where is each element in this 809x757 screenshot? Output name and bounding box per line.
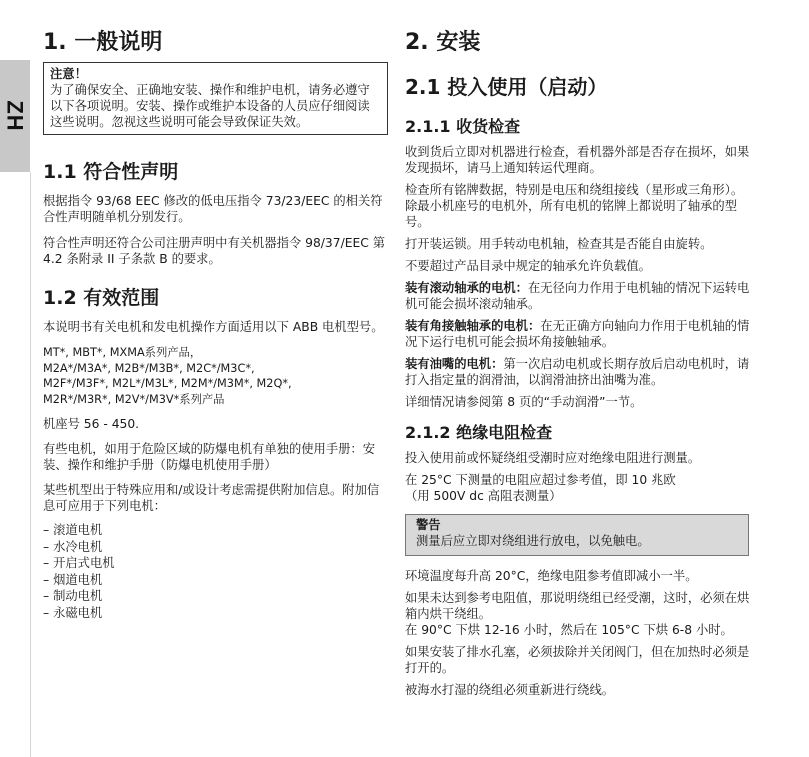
insulation-paragraph-4: 如果未达到参考电阻值，那说明绕组已经受潮，这时，必须在烘箱内烘干绕组。: [405, 591, 750, 621]
section-1-2-paragraph-3: 某些机型出于特殊应用和/或设计考虑需提供附加信息。附加信息可应用于下列电机：: [43, 483, 380, 513]
list-item: – 开启式电机: [43, 555, 388, 572]
receipt-paragraph-1: 收到货后立即对机器进行检查，看机器外部是否存在损坏，如果发现损坏，请马上通知转运代理商。: [405, 145, 750, 175]
list-item: – 水冷电机: [43, 539, 388, 556]
language-tab: [0, 60, 30, 172]
list-item: – 制动电机: [43, 588, 388, 605]
section-1-1-paragraph-1: 根据指令 93/68 EEC 修改的低电压指令 73/23/EEC 的相关符合性声明随单机分别发行。: [43, 194, 383, 224]
section-2-1-2-heading: 2.1.2 绝缘电阻检查: [405, 423, 553, 442]
insulation-paragraph-5: 在 90°C 下烘 12-16 小时，然后在 105°C 下烘 6-8 小时。: [405, 623, 733, 637]
language-tab-label: ZH: [3, 100, 29, 132]
angular-bearing-paragraph: [405, 318, 755, 350]
warning-title: 警告: [416, 518, 441, 532]
section-1-2-paragraph-1: 本说明书有关电机和发电机操作方面适用以下 ABB 电机型号。: [43, 320, 384, 334]
notice-box: [43, 62, 388, 135]
frame-size-range: 机座号 56 - 450.: [43, 417, 140, 431]
notice-text: 为了确保安全、正确地安装、操作和维护电机，请务必遵守以下各项说明。安装、操作或维护本设备的人员应仔细阅读这些说明。忽视这些说明可能会导致保证失效。: [50, 83, 370, 129]
roller-bearing-label: 装有滚动轴承的电机：: [405, 281, 528, 295]
section-1-heading: 1. 一般说明: [43, 30, 163, 55]
model-line: M2F*/M3F*, M2L*/M3L*, M2M*/M3M*, M2Q*,: [43, 377, 292, 390]
grease-nipple-label: 装有油嘴的电机：: [405, 357, 504, 371]
receipt-paragraph-3: 打开装运锁。用手转动电机轴，检查其是否能自由旋转。: [405, 237, 713, 251]
receipt-paragraph-4: 不要超过产品目录中规定的轴承允许负载值。: [405, 259, 651, 273]
section-1-1-heading: 1.1 符合性声明: [43, 161, 179, 183]
insulation-paragraph-2b: （用 500V dc 高阻表测量）: [405, 489, 562, 503]
receipt-paragraph-2: 检查所有铭牌数据，特别是电压和绕组接线（星形或三角形）。除最小机座号的电机外，所有电机的铭牌上都说明了轴承的型号。: [405, 183, 744, 229]
section-1-2-heading: 1.2 有效范围: [43, 287, 160, 309]
insulation-paragraph-7: 被海水打湿的绕组必须重新进行绕线。: [405, 683, 615, 697]
right-column: [405, 28, 755, 698]
section-2-1-heading: 2.1 投入使用（启动）: [405, 75, 608, 99]
section-2-1-1-heading: 2.1.1 收货检查: [405, 117, 521, 136]
roller-bearing-text: 在无径向力作用于电机轴的情况下运转电机可能会损坏滚动轴承。: [405, 281, 750, 311]
insulation-paragraph-6: 如果安装了排水孔塞，必须拔除并关闭阀门，但在加热时必须是打开的。: [405, 645, 750, 675]
notice-title: 注意！: [50, 67, 87, 81]
warning-text: 测量后应立即对绕组进行放电，以免触电。: [416, 534, 650, 548]
grease-nipple-text: 第一次启动电机或长期存放后启动电机时，请打入指定量的润滑油，以润滑油挤出油嘴为准。: [405, 357, 750, 387]
insulation-paragraph-3: 环境温度每升高 20°C，绝缘电阻参考值即减小一半。: [405, 569, 698, 583]
motor-type-list: [43, 522, 388, 621]
insulation-paragraph-2a: 在 25°C 下测量的电阻应超过参考值，即 10 兆欧: [405, 473, 676, 487]
section-2-heading: 2. 安装: [405, 30, 481, 55]
model-list: [43, 345, 388, 407]
grease-nipple-paragraph: [405, 356, 755, 388]
side-divider: [30, 172, 31, 757]
insulation-paragraph-1: 投入使用前或怀疑绕组受潮时应对绝缘电阻进行测量。: [405, 451, 701, 465]
left-column: [43, 28, 388, 621]
angular-bearing-label: 装有角接触轴承的电机：: [405, 319, 541, 333]
list-item: – 永磁电机: [43, 605, 388, 622]
model-line: M2R*/M3R*, M2V*/M3V*系列产品: [43, 392, 225, 406]
model-line: MT*, MBT*, MXMA系列产品，: [43, 346, 202, 359]
list-item: – 滚道电机: [43, 522, 388, 539]
angular-bearing-text: 在无正确方向轴向力作用于电机轴的情况下运行电机可能会损坏角接触轴承。: [405, 319, 750, 349]
list-item: – 烟道电机: [43, 572, 388, 589]
section-1-2-paragraph-2: 有些电机，如用于危险区域的防爆电机有单独的使用手册：安装、操作和维护手册（防爆电机使用手册）: [43, 442, 376, 472]
section-1-1-paragraph-2: 符合性声明还符合公司注册声明中有关机器指令 98/37/EEC 第 4.2 条附录 II 子条款 B 的要求。: [43, 236, 386, 266]
lubrication-reference: 详细情况请参阅第 8 页的“手动润滑”一节。: [405, 395, 643, 409]
warning-box: [405, 514, 749, 556]
roller-bearing-paragraph: [405, 280, 755, 312]
model-line: M2A*/M3A*, M2B*/M3B*, M2C*/M3C*,: [43, 361, 255, 375]
